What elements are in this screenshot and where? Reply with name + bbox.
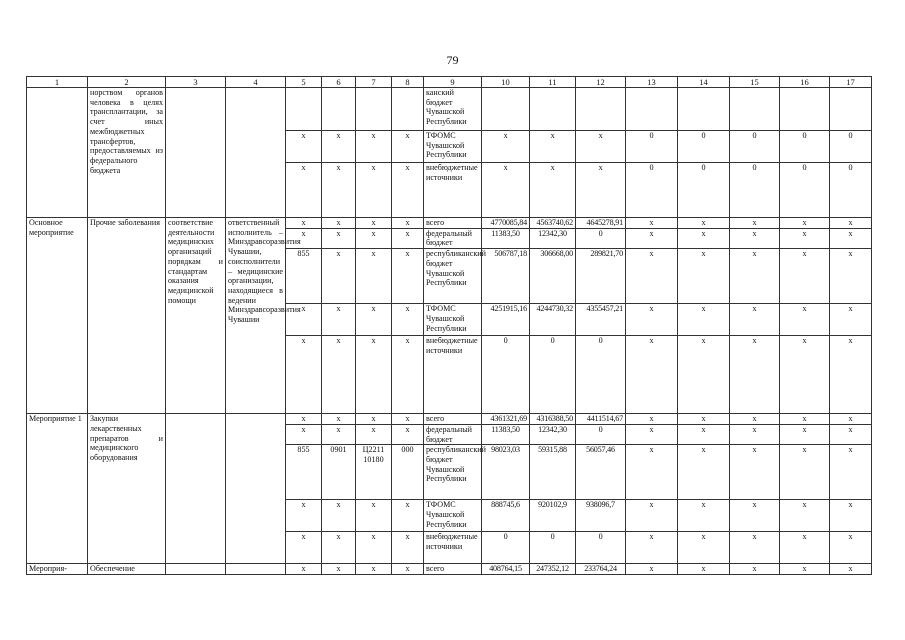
header-cell: 11 [530, 77, 576, 88]
cell: x [482, 163, 530, 218]
measure-type: Мероприя- [27, 564, 88, 575]
cell: x [626, 424, 678, 444]
funding-source: федеральный бюджет [424, 228, 482, 248]
header-row [27, 77, 872, 88]
cell: x [286, 564, 322, 575]
measure-name: Прочие заболевания [88, 218, 166, 414]
header-cell: 8 [392, 77, 424, 88]
table-row [27, 414, 872, 425]
measure-type: Мероприятие 1 [27, 414, 88, 564]
funding-source: всего [424, 564, 482, 575]
cell: x [322, 228, 356, 248]
cell: x [356, 424, 392, 444]
cell: x [286, 218, 322, 229]
cell: x [730, 336, 780, 414]
header-cell: 2 [88, 77, 166, 88]
cell: x [678, 500, 730, 532]
cell: 0 [482, 532, 530, 564]
cell: x [730, 228, 780, 248]
cell: x [678, 304, 730, 336]
cell: x [356, 336, 392, 414]
cell: 4361321,69 [482, 414, 530, 425]
cell: 11383,50 [482, 424, 530, 444]
table-row [27, 218, 872, 229]
header-cell: 17 [830, 77, 872, 88]
cell: x [626, 336, 678, 414]
cell: x [286, 414, 322, 425]
cell: x [780, 532, 830, 564]
cell: x [678, 414, 730, 425]
cell: x [626, 445, 678, 500]
header-cell: 7 [356, 77, 392, 88]
cell: 59315,88 [530, 445, 576, 500]
cell: x [830, 445, 872, 500]
cell: x [392, 424, 424, 444]
cell: x [530, 131, 576, 163]
cell: x [730, 249, 780, 304]
cell: x [730, 414, 780, 425]
funding-source: всего [424, 414, 482, 425]
cell: 4355457,21 [576, 304, 626, 336]
funding-source: федеральный бюджет [424, 424, 482, 444]
cell: x [286, 131, 322, 163]
cell: 4244730,32 [530, 304, 576, 336]
cell: x [678, 424, 730, 444]
cell: 0 [576, 228, 626, 248]
cell: x [626, 218, 678, 229]
header-cell: 9 [424, 77, 482, 88]
cell: 506787,18 [482, 249, 530, 304]
cell: x [322, 414, 356, 425]
cell: 0 [530, 336, 576, 414]
cell: x [286, 163, 322, 218]
responsible-executor: ответственный исполнитель – Минздравсоразвития Чувашии, соисполнители – медицинские организации, находящиеся в ведении Минздравсоразвития Чувашии [226, 218, 286, 414]
cell-col4 [226, 88, 286, 218]
cell: x [530, 163, 576, 218]
cell: x [356, 131, 392, 163]
cell [482, 88, 530, 131]
cell: x [392, 532, 424, 564]
cell [780, 88, 830, 131]
cell: 000 [392, 445, 424, 500]
cell [530, 88, 576, 131]
cell: 56057,46 [576, 445, 626, 500]
cell: x [830, 304, 872, 336]
cell: 0 [730, 131, 780, 163]
cell: 0 [482, 336, 530, 414]
cell: x [322, 564, 356, 575]
cell: x [322, 163, 356, 218]
cell: x [730, 445, 780, 500]
cell: 98023,03 [482, 445, 530, 500]
cell-col3 [166, 414, 226, 564]
cell: 4563740,62 [530, 218, 576, 229]
cell: 0 [576, 424, 626, 444]
cell [322, 88, 356, 131]
funding-source: ТФОМС Чувашской Республики [424, 131, 482, 163]
cell: 4411514,67 [576, 414, 626, 425]
cell: 247352,12 [530, 564, 576, 575]
page-number: 79 [446, 53, 459, 67]
cell: x [322, 218, 356, 229]
cell: x [286, 304, 322, 336]
cell: x [730, 532, 780, 564]
cell: 920102,9 [530, 500, 576, 532]
cell: 4251915,16 [482, 304, 530, 336]
funding-source: всего [424, 218, 482, 229]
cell: 12342,30 [530, 228, 576, 248]
measure-type: Основное мероприятие [27, 218, 88, 414]
cell: x [626, 500, 678, 532]
expected-result: соответствие деятельности медицинских организаций порядкам и стандартам оказания медицинской помощи [166, 218, 226, 414]
cell: 0 [780, 131, 830, 163]
cell: x [678, 249, 730, 304]
cell: x [626, 304, 678, 336]
cell: x [830, 564, 872, 575]
cell: 12342,30 [530, 424, 576, 444]
cell: 0901 [322, 445, 356, 500]
funding-source: ТФОМС Чувашской Республики [424, 304, 482, 336]
cell: 888745,6 [482, 500, 530, 532]
cell: x [392, 249, 424, 304]
cell: x [356, 414, 392, 425]
cell: x [626, 249, 678, 304]
cell: 0 [626, 131, 678, 163]
cell: x [678, 445, 730, 500]
cell: 0 [830, 131, 872, 163]
cell: 855 [286, 445, 322, 500]
cell: x [730, 424, 780, 444]
cell: 855 [286, 249, 322, 304]
header-cell: 4 [226, 77, 286, 88]
cell [356, 88, 392, 131]
cell: 0 [530, 532, 576, 564]
cell: x [730, 218, 780, 229]
header-cell: 5 [286, 77, 322, 88]
cell: x [392, 228, 424, 248]
cell: x [626, 414, 678, 425]
header-cell: 14 [678, 77, 730, 88]
cell: x [286, 500, 322, 532]
cell: 938096,7 [576, 500, 626, 532]
header-cell: 6 [322, 77, 356, 88]
cell-col4 [226, 564, 286, 575]
cell: x [356, 163, 392, 218]
cell: x [780, 336, 830, 414]
cell: x [830, 218, 872, 229]
cell: x [830, 228, 872, 248]
cell: Ц2211 10180 [356, 445, 392, 500]
cell: x [830, 532, 872, 564]
cell: x [286, 336, 322, 414]
cell: 233764,24 [576, 564, 626, 575]
continuation-description: норством органов человека в целях трансплантации, за счет иных межбюджетных трансфертов, предоставляемых из федерального бюджета [88, 88, 166, 218]
cell: x [356, 304, 392, 336]
funding-source: ТФОМС Чувашской Республики [424, 500, 482, 532]
cell: x [678, 564, 730, 575]
cell: 408764,15 [482, 564, 530, 575]
cell: x [730, 304, 780, 336]
cell-col3 [166, 564, 226, 575]
cell: x [730, 500, 780, 532]
cell: x [322, 131, 356, 163]
cell: 0 [678, 131, 730, 163]
cell: x [678, 228, 730, 248]
cell: x [392, 218, 424, 229]
funding-source: внебюджетные источники [424, 163, 482, 218]
cell: 0 [626, 163, 678, 218]
cell: 4316388,50 [530, 414, 576, 425]
funding-source: внебюджетные источники [424, 336, 482, 414]
cell: x [392, 131, 424, 163]
cell: x [322, 304, 356, 336]
cell: x [356, 249, 392, 304]
cell: x [356, 532, 392, 564]
measure-name: Обеспечение [88, 564, 166, 575]
cell: x [392, 163, 424, 218]
cell: x [678, 336, 730, 414]
cell: x [830, 249, 872, 304]
cell: 306668,00 [530, 249, 576, 304]
cell-col1 [27, 88, 88, 218]
cell: x [780, 445, 830, 500]
cell: x [780, 564, 830, 575]
cell: x [322, 424, 356, 444]
cell: 11383,50 [482, 228, 530, 248]
cell: x [780, 228, 830, 248]
cell: x [780, 500, 830, 532]
cell: x [830, 500, 872, 532]
cell: x [356, 564, 392, 575]
cell: x [392, 336, 424, 414]
cell: x [626, 228, 678, 248]
cell: x [830, 424, 872, 444]
cell: x [626, 532, 678, 564]
budget-table [26, 76, 872, 575]
table-row [27, 564, 872, 575]
cell [392, 88, 424, 131]
cell: x [576, 163, 626, 218]
cell: x [678, 218, 730, 229]
table-row [27, 88, 872, 131]
cell: x [356, 228, 392, 248]
cell: 4770085,84 [482, 218, 530, 229]
cell: x [780, 414, 830, 425]
cell [626, 88, 678, 131]
header-cell: 1 [27, 77, 88, 88]
cell [830, 88, 872, 131]
cell: x [626, 564, 678, 575]
funding-source: республиканский бюджет Чувашской Республики [424, 445, 482, 500]
cell-col4 [226, 414, 286, 564]
cell: x [780, 218, 830, 229]
header-cell: 13 [626, 77, 678, 88]
cell [576, 88, 626, 131]
funding-source: канский бюджет Чувашской Республики [424, 88, 482, 131]
funding-source: внебюджетные источники [424, 532, 482, 564]
cell: x [576, 131, 626, 163]
cell: 0 [678, 163, 730, 218]
cell: x [322, 249, 356, 304]
cell: x [392, 414, 424, 425]
header-cell: 15 [730, 77, 780, 88]
cell: 289821,70 [576, 249, 626, 304]
cell [286, 88, 322, 131]
cell: x [780, 424, 830, 444]
cell: x [322, 532, 356, 564]
cell: 0 [576, 336, 626, 414]
cell: x [286, 424, 322, 444]
cell: x [780, 249, 830, 304]
cell: x [286, 228, 322, 248]
cell-col3 [166, 88, 226, 218]
cell: 0 [830, 163, 872, 218]
cell: x [780, 304, 830, 336]
cell [678, 88, 730, 131]
cell: x [678, 532, 730, 564]
header-cell: 12 [576, 77, 626, 88]
cell: x [482, 131, 530, 163]
measure-name: Закупки лекарственных препаратов и медицинского оборудования [88, 414, 166, 564]
cell: x [392, 500, 424, 532]
cell [730, 88, 780, 131]
header-cell: 10 [482, 77, 530, 88]
cell: x [730, 564, 780, 575]
cell: x [322, 500, 356, 532]
cell: x [830, 336, 872, 414]
cell: x [356, 500, 392, 532]
cell: 0 [730, 163, 780, 218]
cell: x [392, 304, 424, 336]
cell: x [830, 414, 872, 425]
header-cell: 16 [780, 77, 830, 88]
funding-source: республиканский бюджет Чувашской Республики [424, 249, 482, 304]
cell: 0 [576, 532, 626, 564]
cell: x [322, 336, 356, 414]
cell: x [392, 564, 424, 575]
cell: x [356, 218, 392, 229]
cell: 0 [780, 163, 830, 218]
cell: x [286, 532, 322, 564]
cell: 4645278,91 [576, 218, 626, 229]
header-cell: 3 [166, 77, 226, 88]
